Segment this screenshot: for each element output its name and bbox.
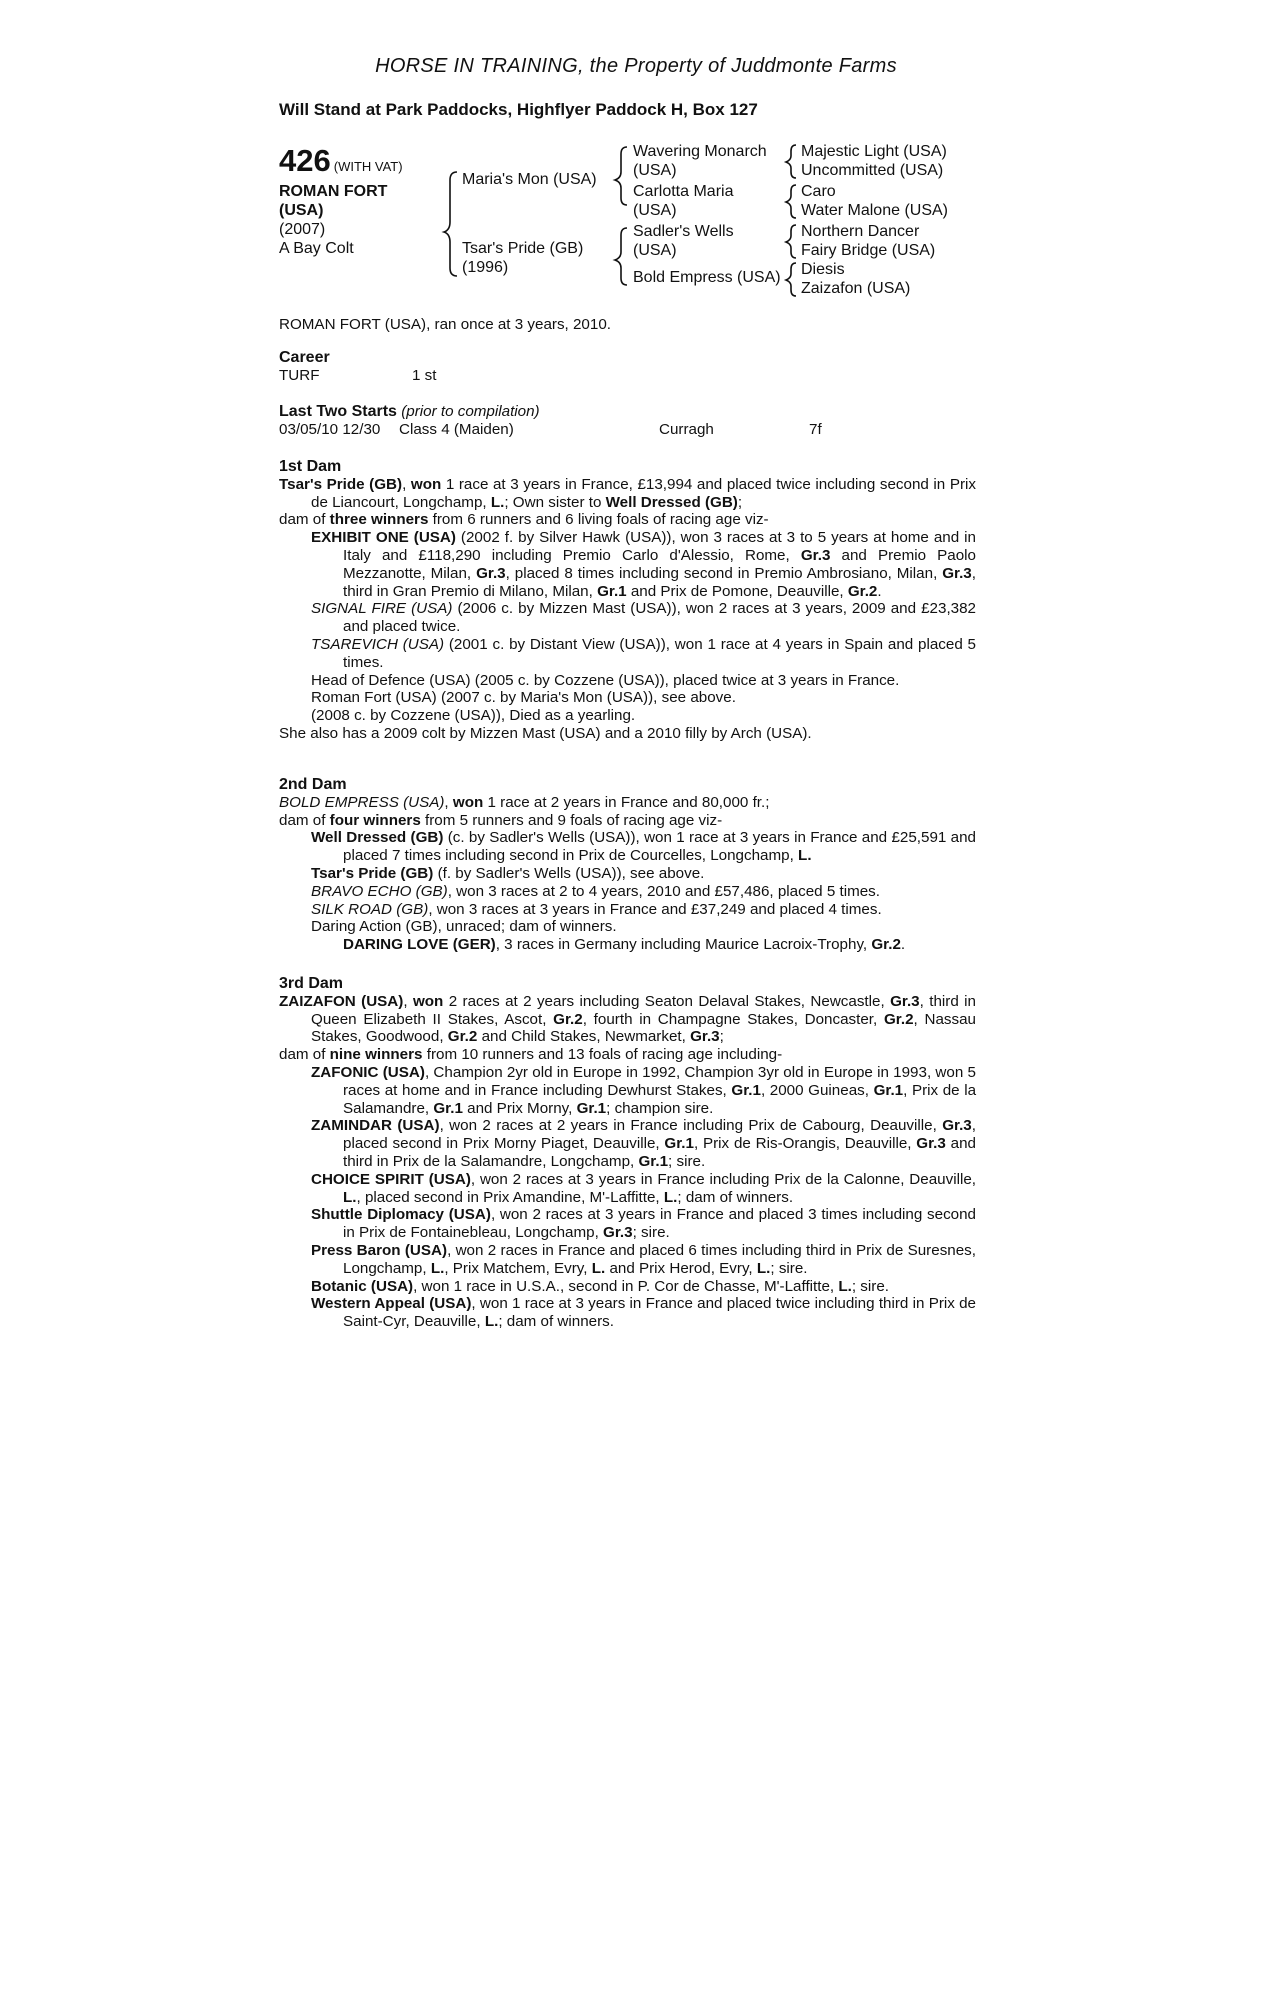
first-dam-won: won — [410, 475, 442, 493]
grade-label: Gr.2 — [871, 936, 901, 954]
sire-gen2-brace — [615, 147, 627, 205]
grade-label: Gr.3 — [916, 1135, 946, 1153]
produce-name: DARING LOVE (GER) — [343, 936, 496, 954]
produce-name: TSAREVICH (USA) — [311, 635, 445, 653]
start-course: Curragh — [659, 420, 714, 438]
grade-label: Gr.3 — [476, 564, 506, 582]
gen3-brace-3 — [786, 225, 796, 258]
produce-text: , third in Gran Premio di Milano, Milan, — [343, 564, 976, 600]
produce-text: , won 2 races at 3 years in France including Prix de la Calonne, Deauville, — [470, 1170, 976, 1188]
first-dam-damof-post: from 6 runners and 6 living foals of racing age viz- — [428, 511, 769, 529]
produce-text: , Champion 2yr old in Europe in 1992, Champion 3yr old in Europe in 1993, won 5 races at home and in France including Dewhurst Stakes, — [343, 1063, 976, 1099]
pedigree-gen2-4: Bold Empress (USA) — [633, 269, 781, 286]
grade-label: Gr.3 — [942, 1117, 972, 1135]
produce-text: ; dam of winners. — [677, 1188, 794, 1206]
produce-text: and Prix de Pomone, Deauville, — [626, 582, 848, 600]
grade-label: Gr.3 — [800, 546, 831, 564]
produce-name: Tsar's Pride (GB) — [311, 864, 434, 882]
first-dam-damof-count: three winners — [329, 511, 429, 529]
third-dam-intro: ZAIZAFON (USA), won 2 races at 2 years including Seaton Delaval Stakes, Newcastle, Gr.3, third in Queen Elizabeth II Stakes, Ascot, Gr.2, fourth in Champagne Stakes, Doncaster, Gr.2, Nassau Stakes, Goodwood, Gr.2 and Child Stakes, Newmarket, Gr.3; — [279, 992, 976, 1046]
second-dam-damof-pre: dam of — [279, 811, 330, 829]
produce-name: Shuttle Diplomacy (USA) — [311, 1206, 491, 1224]
third-dam-damof-count: nine winners — [329, 1046, 423, 1064]
first-dam-text-1: 1 race at 3 years in France, £13,994 and placed twice including second in Prix de Liancourt, Longchamp, — [311, 475, 976, 511]
produce-text: , won 2 races at 2 years in France including Prix de Cabourg, Deauville, — [439, 1117, 943, 1135]
pedigree-gen3-1: Majestic Light (USA) — [801, 143, 947, 160]
second-dam-damof-post: from 5 runners and 9 foals of racing age viz- — [420, 811, 723, 829]
produce-2008-colt: (2008 c. by Cozzene (USA)), Died as a yearling. — [311, 707, 636, 725]
produce-text: (2002 f. by Silver Hawk (USA)), won 3 races at 3 to 5 years at home and in Italy and £118,290 including Premio Carlo d'Alessio, Rome, — [343, 529, 976, 564]
produce-name: SILK ROAD (GB) — [311, 900, 429, 918]
last-two-starts-section — [279, 403, 976, 439]
grade-label: L. — [591, 1259, 606, 1277]
produce-shuttle-diplomacy — [279, 1206, 976, 1242]
grade-label: Gr.1 — [638, 1152, 669, 1170]
pedigree-gen2-1-line2: (USA) — [633, 162, 677, 179]
produce-text: , placed second in Prix Amandine, M'-Laffitte, — [356, 1188, 664, 1206]
pedigree-gen3-7: Diesis — [801, 261, 845, 278]
grade-label: Gr.2 — [883, 1010, 914, 1028]
grade-label: Gr.3 — [890, 992, 920, 1010]
produce-roman-fort: Roman Fort (USA) (2007 c. by Maria's Mon (USA)), see above. — [311, 689, 736, 707]
produce-text: , 2000 Guineas, — [760, 1081, 874, 1099]
grade-label: L. — [798, 847, 812, 865]
grade-label: Gr.1 — [576, 1099, 607, 1117]
produce-name: Well Dressed (GB) — [311, 829, 444, 847]
produce-text: ; sire. — [851, 1277, 889, 1295]
produce-text: , Prix de Ris-Orangis, Deauville, — [693, 1135, 917, 1153]
produce-well-dressed — [279, 829, 976, 865]
first-dam-text-end: ; — [737, 493, 743, 511]
produce-text: , placed 8 times including second in Premio Ambrosiano, Milan, — [505, 564, 943, 582]
third-dam-section — [279, 975, 976, 1331]
produce-name: EXHIBIT ONE (USA) — [311, 529, 456, 547]
grade-label: Gr.3 — [690, 1028, 720, 1046]
pedigree-gen2-3-line1: Sadler's Wells — [633, 223, 734, 240]
second-dam-produce-summary — [279, 812, 976, 830]
produce-zafonic — [279, 1064, 976, 1117]
third-dam-text: , third in Queen Elizabeth II Stakes, Ascot, — [311, 992, 976, 1028]
grade-label: Gr.2 — [553, 1010, 583, 1028]
produce-name: ZAMINDAR (USA) — [311, 1117, 440, 1135]
third-dam-heading: 3rd Dam — [279, 975, 344, 992]
pedigree-gen2-2-line2: (USA) — [633, 202, 677, 219]
pedigree-dam — [462, 239, 583, 277]
produce-choice-spirit — [279, 1171, 976, 1207]
first-dam-damof-pre: dam of — [279, 511, 330, 529]
second-dam-heading: 2nd Dam — [279, 776, 347, 793]
produce-text: ; sire. — [668, 1152, 706, 1170]
pedigree-gen3-8: Zaizafon (USA) — [801, 280, 911, 297]
pedigree-sire: Maria's Mon (USA) — [462, 171, 597, 188]
third-dam-text: , fourth in Champagne Stakes, Doncaster, — [582, 1010, 884, 1028]
grade-label: Gr.1 — [664, 1135, 694, 1153]
gen3-brace-1 — [786, 145, 796, 178]
pedigree-dam-name: Tsar's Pride (GB) — [462, 240, 584, 257]
produce-daring-love — [279, 936, 976, 954]
first-dam-also: She also has a 2009 colt by Mizzen Mast (USA) and a 2010 filly by Arch (USA). — [279, 724, 812, 742]
third-dam-damof-pre: dam of — [279, 1046, 330, 1064]
produce-text: ; champion sire. — [606, 1099, 714, 1117]
pedigree-gen2-1-line1: Wavering Monarch — [633, 143, 767, 160]
grade-label: Gr.2 — [447, 1028, 478, 1046]
produce-name: BRAVO ECHO (GB) — [311, 882, 448, 900]
pedigree-dam-year: (1996) — [462, 259, 509, 276]
produce-name: Press Baron (USA) — [311, 1241, 448, 1259]
produce-name: SIGNAL FIRE (USA) — [311, 600, 453, 618]
grade-label: Gr.1 — [597, 582, 627, 600]
grade-label: Gr.1 — [433, 1099, 463, 1117]
pedigree-gen3-3: Caro — [801, 183, 836, 200]
third-dam-text: 2 races at 2 years including Seaton Delaval Stakes, Newcastle, — [443, 992, 891, 1010]
second-dam-text: 1 race at 2 years in France and 80,000 fr.; — [483, 793, 770, 811]
grade-label: L. — [663, 1188, 678, 1206]
last-two-heading: Last Two Starts — [279, 403, 397, 420]
produce-text: , won 2 races at 3 years in France and placed 3 times including second in Prix de Fontainebleau, Longchamp, — [343, 1206, 976, 1242]
second-dam-damof-count: four winners — [329, 811, 421, 829]
produce-text: (c. by Sadler's Wells (USA)), won 1 race at 3 years in France and £25,591 and placed 7 times including second in Prix de Courcelles, Longchamp, — [343, 829, 976, 865]
first-dam-heading: 1st Dam — [279, 458, 342, 475]
third-dam-text: ; — [719, 1028, 724, 1046]
grade-label: Gr.3 — [603, 1224, 633, 1242]
start-distance: 7f — [809, 420, 822, 438]
produce-exhibit-one — [279, 529, 976, 600]
first-dam-text-2: ; Own sister to — [504, 493, 606, 511]
pedigree-gen2-3-line2: (USA) — [633, 242, 677, 259]
second-dam-intro: BOLD EMPRESS (USA), won 1 race at 2 years in France and 80,000 fr.; — [279, 793, 770, 811]
third-dam-won: won — [412, 992, 444, 1010]
pedigree-gen3-4: Water Malone (USA) — [801, 202, 948, 219]
pedigree-gen3-2: Uncommitted (USA) — [801, 162, 944, 179]
horse-year: (2007) — [279, 221, 326, 238]
race-summary: ROMAN FORT (USA), ran once at 3 years, 2010. — [279, 316, 611, 333]
pedigree-gen3-5: Northern Dancer — [801, 223, 920, 240]
produce-tsars-pride — [279, 865, 976, 883]
produce-text: and Prix Herod, Evry, — [605, 1259, 757, 1277]
stand-location: Will Stand at Park Paddocks, Highflyer Paddock H, Box 127 — [279, 100, 758, 119]
produce-silk-road — [279, 901, 976, 919]
gen3-brace-2 — [786, 185, 796, 218]
produce-text: , won 2 races in France and placed 6 times including third in Prix de Suresnes, Longchamp, — [343, 1241, 976, 1277]
produce-name: Western Appeal (USA) — [311, 1295, 472, 1313]
produce-tsarevich — [279, 636, 976, 672]
gen3-brace-4 — [786, 263, 796, 296]
produce-text: , won 3 races at 3 years in France and £37,249 and placed 4 times. — [428, 900, 882, 918]
first-dam-section — [279, 458, 976, 743]
produce-name: Botanic (USA) — [311, 1277, 414, 1295]
first-dam-produce-summary — [279, 511, 976, 529]
pedigree-gen2-2-line1: Carlotta Maria — [633, 183, 734, 200]
first-dam-name: Tsar's Pride (GB) — [279, 475, 403, 493]
third-dam-text: , Nassau Stakes, Goodwood, — [311, 1010, 976, 1046]
second-dam-section — [279, 776, 976, 954]
produce-botanic — [279, 1278, 976, 1296]
dam-gen2-brace — [615, 228, 627, 285]
produce-text: and Prix Morny, — [462, 1099, 577, 1117]
produce-name: ZAFONIC (USA) — [311, 1063, 425, 1081]
grade-label: Gr.1 — [731, 1081, 761, 1099]
produce-name: CHOICE SPIRIT (USA) — [311, 1170, 471, 1188]
produce-daring-action: Daring Action (GB), unraced; dam of winners. — [311, 918, 617, 936]
grade-label: L. — [430, 1259, 445, 1277]
pedigree-gen3-6: Fairy Bridge (USA) — [801, 242, 936, 259]
career-result: 1 st — [412, 366, 437, 384]
produce-text: . — [900, 936, 906, 954]
first-dam-sister: Well Dressed (GB) — [605, 493, 738, 511]
start-date-time: 03/05/10 12/30 — [279, 420, 381, 438]
vat-label: (WITH VAT) — [333, 159, 403, 174]
grade-label: Gr.3 — [942, 564, 972, 582]
produce-text: and third in Prix de la Salamandre, Longchamp, — [343, 1135, 976, 1170]
produce-text: . — [877, 582, 882, 600]
sire-dam-brace — [444, 172, 457, 276]
produce-text: , won 3 races at 2 to 4 years, 2010 and £57,486, placed 5 times. — [447, 882, 880, 900]
grade-label: L. — [484, 1313, 499, 1331]
start-row — [279, 421, 976, 439]
last-two-note: (prior to compilation) — [401, 403, 540, 420]
second-dam-won: won — [452, 793, 484, 811]
produce-text: ; sire. — [770, 1259, 808, 1277]
page-header: HORSE IN TRAINING, the Property of Juddmonte Farms — [375, 55, 897, 77]
start-race-class: Class 4 (Maiden) — [399, 420, 514, 438]
produce-signal-fire — [279, 600, 976, 636]
produce-text: , 3 races in Germany including Maurice Lacroix-Trophy, — [495, 936, 872, 954]
produce-text: and Premio Paolo Mezzanotte, Milan, — [343, 546, 977, 582]
horse-description: A Bay Colt — [279, 240, 354, 257]
first-dam-intro: Tsar's Pride (GB), won 1 race at 3 years in France, £13,994 and placed twice including second in Prix de Liancourt, Longchamp, L.; Own sister to Well Dressed (GB); — [279, 475, 976, 511]
produce-head-of-defence: Head of Defence (USA) (2005 c. by Cozzene (USA)), placed twice at 3 years in France. — [311, 671, 900, 689]
grade-label: L. — [838, 1277, 852, 1295]
career-heading: Career — [279, 349, 330, 366]
grade-label: Gr.1 — [873, 1081, 904, 1099]
horse-name: ROMAN FORT — [279, 183, 388, 200]
third-dam-text: and Child Stakes, Newmarket, — [477, 1028, 691, 1046]
horse-country: (USA) — [279, 202, 324, 219]
produce-text: , Prix Matchem, Evry, — [444, 1259, 592, 1277]
pedigree-gen2-2 — [633, 182, 733, 220]
produce-text: , placed second in Prix Morny Piaget, Deauville, — [343, 1117, 976, 1153]
produce-zamindar — [279, 1117, 976, 1170]
career-surface: TURF — [279, 366, 320, 384]
third-dam-damof-post: from 10 runners and 13 foals of racing age including- — [422, 1046, 783, 1064]
produce-text: ; sire. — [632, 1224, 670, 1242]
produce-western-appeal — [279, 1295, 976, 1331]
produce-press-baron — [279, 1242, 976, 1278]
produce-text: (2001 c. by Distant View (USA)), won 1 race at 4 years in Spain and placed 5 times. — [343, 635, 976, 671]
grade-label: Gr.2 — [847, 582, 878, 600]
lot-number: 426 — [279, 143, 331, 178]
grade-label: L. — [343, 1188, 357, 1206]
produce-text: ; dam of winners. — [498, 1313, 614, 1331]
produce-text: , Prix de la Salamandre, — [343, 1081, 977, 1117]
career-section — [279, 349, 976, 385]
produce-bravo-echo — [279, 883, 976, 901]
pedigree-gen2-1 — [633, 142, 767, 180]
produce-text: , won 1 race in U.S.A., second in P. Cor de Chasse, M'-Laffitte, — [413, 1277, 839, 1295]
produce-text: , won 1 race at 3 years in France and placed twice including third in Prix de Saint-Cyr, Deauville, — [343, 1295, 977, 1331]
second-dam-name: BOLD EMPRESS (USA) — [279, 793, 445, 811]
career-row — [279, 367, 976, 385]
produce-text: (2006 c. by Mizzen Mast (USA)), won 2 races at 3 years, 2009 and £23,382 and placed twice. — [343, 600, 976, 636]
grade-label: L. — [756, 1259, 771, 1277]
third-dam-produce-summary — [279, 1046, 976, 1064]
pedigree-gen2-3 — [633, 222, 734, 260]
third-dam-name: ZAIZAFON (USA) — [279, 992, 404, 1010]
produce-text: (f. by Sadler's Wells (USA)), see above. — [433, 864, 705, 882]
first-dam-listed: L. — [490, 493, 505, 511]
